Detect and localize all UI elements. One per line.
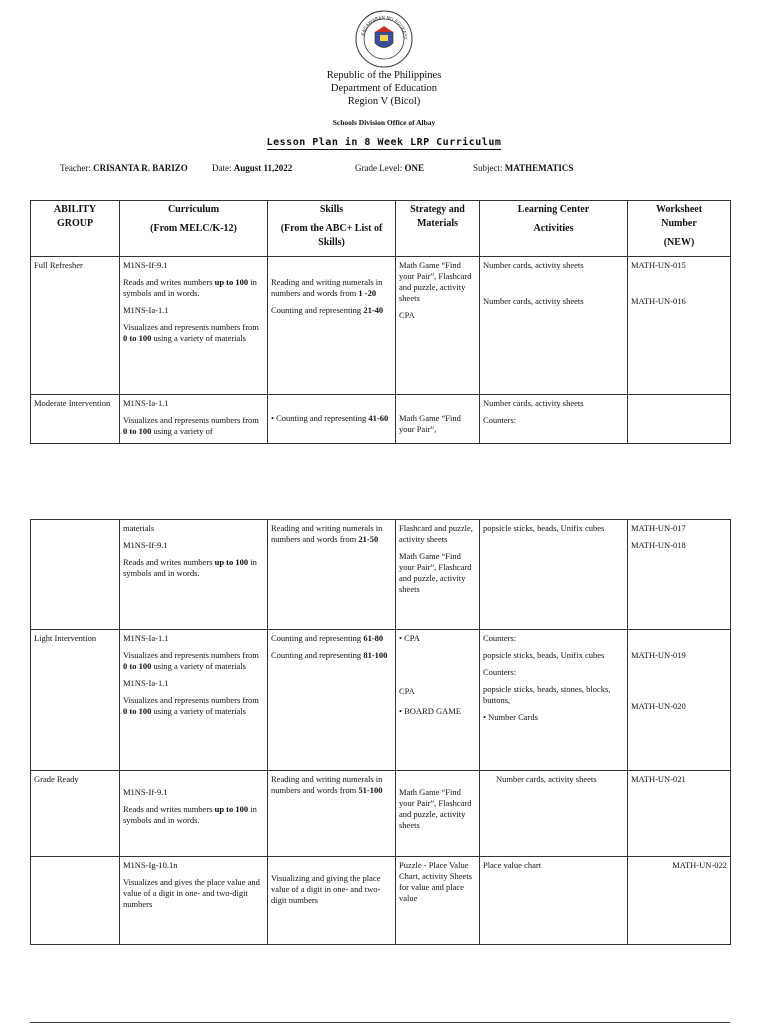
- header-republic: Republic of the Philippines: [326, 70, 442, 81]
- lesson-table-part1: [30, 200, 731, 444]
- date-info: Date: August 11,2022: [212, 163, 293, 173]
- learning-center-cell: Place value chart: [480, 857, 628, 945]
- table-header-row: [31, 201, 731, 257]
- curriculum-cell: M1NS-Ia-1.1 Visualizes and represents numbers from 0 to 100 using a variety of materials M1NS-Ia-1.1 Visualizes and represents numbers from 0 to 100 using a variety of materials: [120, 630, 268, 771]
- skills-cell: Reading and writing numerals in numbers and words from 1 -20 Counting and representing 21-40: [268, 257, 396, 395]
- col-worksheet: Worksheet Number (NEW): [628, 201, 731, 257]
- table-row: [31, 857, 731, 945]
- header-division: Schools Division Office of Albay: [332, 118, 436, 127]
- table-row: [31, 520, 731, 630]
- strategy-cell: • CPA CPA • BOARD GAME: [396, 630, 480, 771]
- table-row: [31, 630, 731, 771]
- learning-center-cell: popsicle sticks, beads, Unifix cubes: [480, 520, 628, 630]
- grade-info: Grade Level: ONE: [355, 163, 424, 173]
- worksheet-cell: MATH-UN-019 MATH-UN-020: [628, 630, 731, 771]
- deped-seal: [355, 10, 413, 68]
- strategy-cell: Math Game “Find your Pair”,: [396, 395, 480, 444]
- strategy-cell: Math Game “Find your Pair”, Flashcard and puzzle, activity sheets: [396, 771, 480, 857]
- learning-center-cell: Number cards, activity sheets: [480, 771, 628, 857]
- table-row: [31, 771, 731, 857]
- col-strategy: Strategy and Materials: [396, 201, 480, 257]
- table-row: [31, 257, 731, 395]
- lesson-table-part2: [30, 519, 731, 945]
- strategy-cell: Puzzle - Place Value Chart, activity Sheets for value and place value: [396, 857, 480, 945]
- teacher-info: Teacher: CRISANTA R. BARIZO: [60, 163, 188, 173]
- strategy-cell: Math Game “Find your Pair”, Flashcard and puzzle, activity sheets CPA: [396, 257, 480, 395]
- header-region: Region V (Bicol): [347, 96, 421, 107]
- group-grade-ready: Grade Ready: [31, 771, 120, 857]
- curriculum-cell: M1NS-Ig-10.1n Visualizes and gives the place value and value of a digit in one- and two-digit numbers: [120, 857, 268, 945]
- worksheet-cell: MATH-UN-022: [628, 857, 731, 945]
- col-curriculum: Curriculum (From MELC/K-12): [120, 201, 268, 257]
- curriculum-cell: M1NS-If-9.1 Reads and writes numbers up to 100 in symbols and in words. M1NS-Ia-1.1 Visualizes and represents numbers from 0 to 100 using a variety of materials: [120, 257, 268, 395]
- subject-info: Subject: MATHEMATICS: [473, 163, 574, 173]
- skills-cell: Counting and representing 61-80 Counting and representing 81-100: [268, 630, 396, 771]
- page-title: Lesson Plan in 8 Week LRP Curriculum: [266, 137, 502, 148]
- strategy-cell: Flashcard and puzzle, activity sheets Math Game “Find your Pair”, Flashcard and puzzle, activity sheets: [396, 520, 480, 630]
- learning-center-cell: Number cards, activity sheets Number cards, activity sheets: [480, 257, 628, 395]
- header-department: Department of Education: [330, 83, 438, 94]
- skills-cell: Reading and writing numerals in numbers and words from 21-50: [268, 520, 396, 630]
- worksheet-cell: MATH-UN-017 MATH-UN-018: [628, 520, 731, 630]
- col-skills: Skills (From the ABC+ List of Skills): [268, 201, 396, 257]
- worksheet-cell: MATH-UN-021: [628, 771, 731, 857]
- skills-cell: Visualizing and giving the place value of a digit in one- and two-digit numbers: [268, 857, 396, 945]
- worksheet-cell: MATH-UN-015 MATH-UN-016: [628, 257, 731, 395]
- group-full-refresher: Full Refresher: [31, 257, 120, 395]
- worksheet-cell: [628, 395, 731, 444]
- col-ability-group: ABILITY GROUP: [31, 201, 120, 257]
- svg-text:KAGAWARAN NG EDUKASYON: KAGAWARAN NG EDUKASY: [361, 15, 408, 40]
- curriculum-cell: M1NS-Ia-1.1 Visualizes and represents numbers from 0 to 100 using a variety of: [120, 395, 268, 444]
- table-row: [31, 395, 731, 444]
- skills-cell: • Counting and representing 41-60: [268, 395, 396, 444]
- group-light-intervention: Light Intervention: [31, 630, 120, 771]
- learning-center-cell: Number cards, activity sheets Counters:: [480, 395, 628, 444]
- curriculum-cell: materials M1NS-If-9.1 Reads and writes numbers up to 100 in symbols and in words.: [120, 520, 268, 630]
- skills-cell: Reading and writing numerals in numbers and words from 51-100: [268, 771, 396, 857]
- group-cell-empty: [31, 857, 120, 945]
- footer-divider: [30, 1022, 730, 1023]
- learning-center-cell: Counters: popsicle sticks, beads, Unifix cubes Counters: popsicle sticks, beads, stones, blocks, buttons, • Number Cards: [480, 630, 628, 771]
- col-learning-center: Learning Center Activities: [480, 201, 628, 257]
- curriculum-cell: M1NS-If-9.1 Reads and writes numbers up to 100 in symbols and in words.: [120, 771, 268, 857]
- group-moderate-intervention: Moderate Intervention: [31, 395, 120, 444]
- group-cell-empty: [31, 520, 120, 630]
